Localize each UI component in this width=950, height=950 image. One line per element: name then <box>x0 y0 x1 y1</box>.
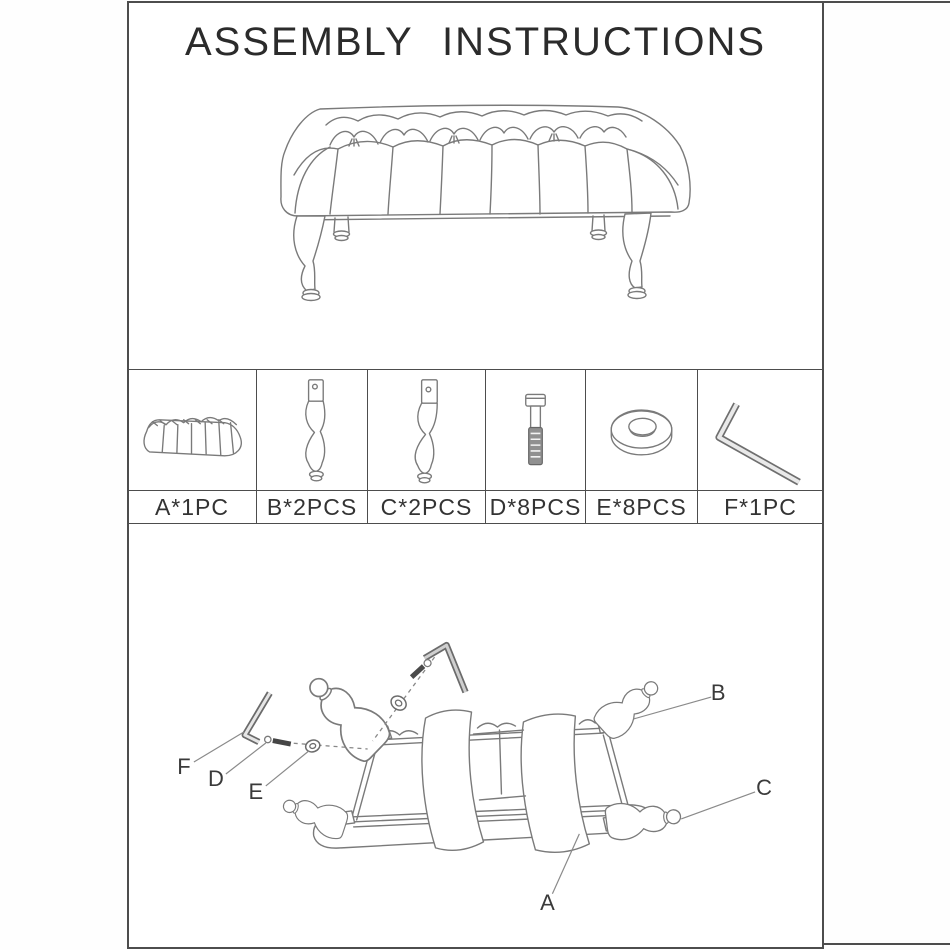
front-right-cabriole-leg <box>623 213 651 299</box>
tuft-creases <box>349 134 559 146</box>
part-e-drawing <box>586 371 697 489</box>
part-e-cell <box>586 370 698 490</box>
corner-panel-lines <box>295 147 678 213</box>
part-c-cell <box>368 370 486 490</box>
parts-table <box>128 369 823 524</box>
callout-e: E <box>248 778 264 804</box>
tuft-scallop <box>580 127 626 138</box>
top-border-extension <box>822 1 950 3</box>
part-c-label <box>368 490 486 523</box>
callout-leader-lines <box>194 697 755 894</box>
part-a-label <box>128 490 257 523</box>
bolt-d-top-drawing <box>412 660 431 677</box>
part-f-drawing <box>698 371 823 489</box>
cushion-pleat-roll <box>422 710 484 850</box>
part-d-cell <box>486 370 586 490</box>
tuft-scallop <box>480 127 528 140</box>
callout-a: A <box>540 889 555 915</box>
pleat-line <box>440 146 443 214</box>
front-left-cabriole-leg <box>294 216 325 301</box>
part-b-label <box>257 490 368 523</box>
pleat-line <box>490 145 492 214</box>
part-f-code: F*1PC <box>724 493 797 520</box>
part-a-code: A*1PC <box>154 493 230 520</box>
part-e-code: E*8PCS <box>596 493 687 520</box>
allen-wrench-top-drawing <box>425 645 466 692</box>
washer-e-drawing <box>304 738 321 753</box>
pleat-line <box>585 146 588 213</box>
callout-b: B <box>710 680 726 706</box>
bench-illustration <box>268 85 708 315</box>
pleat-line <box>330 149 338 214</box>
pleat-line <box>627 149 632 212</box>
callout-c: C <box>756 774 773 800</box>
callout-f: F <box>177 753 191 779</box>
part-e-label <box>586 490 698 523</box>
part-b-cell <box>257 370 368 490</box>
part-b-drawing <box>257 371 367 489</box>
pleat-line <box>538 145 540 214</box>
page-title: ASSEMBLY INSTRUCTIONS <box>184 20 767 64</box>
cushion-pleat-step <box>474 730 526 800</box>
pleat-line <box>388 147 393 214</box>
part-c-drawing <box>368 371 485 489</box>
back-left-turned-leg <box>334 217 350 241</box>
part-d-drawing <box>486 371 585 489</box>
part-b-code: B*2PCS <box>266 493 358 520</box>
bench-panel-tops <box>294 140 678 186</box>
part-d-label <box>486 490 586 523</box>
bench-back-tuft-row <box>326 111 642 126</box>
part-a-drawing <box>128 371 256 489</box>
bolt-d-drawing <box>265 736 291 744</box>
back-right-turned-leg <box>591 215 607 240</box>
seat-bottom-rail <box>298 216 670 220</box>
part-c-code: C*2PCS <box>380 493 473 520</box>
callout-d: D <box>207 765 224 791</box>
exploded-assembly-diagram <box>128 560 823 948</box>
part-a-cell <box>128 370 257 490</box>
bottom-border-extension <box>822 943 950 945</box>
part-d-code: D*8PCS <box>489 493 582 520</box>
allen-wrench-f-drawing <box>245 693 270 742</box>
part-f-cell <box>698 370 823 490</box>
part-f-label <box>698 490 823 523</box>
bottom-right-leg-c <box>604 796 682 841</box>
